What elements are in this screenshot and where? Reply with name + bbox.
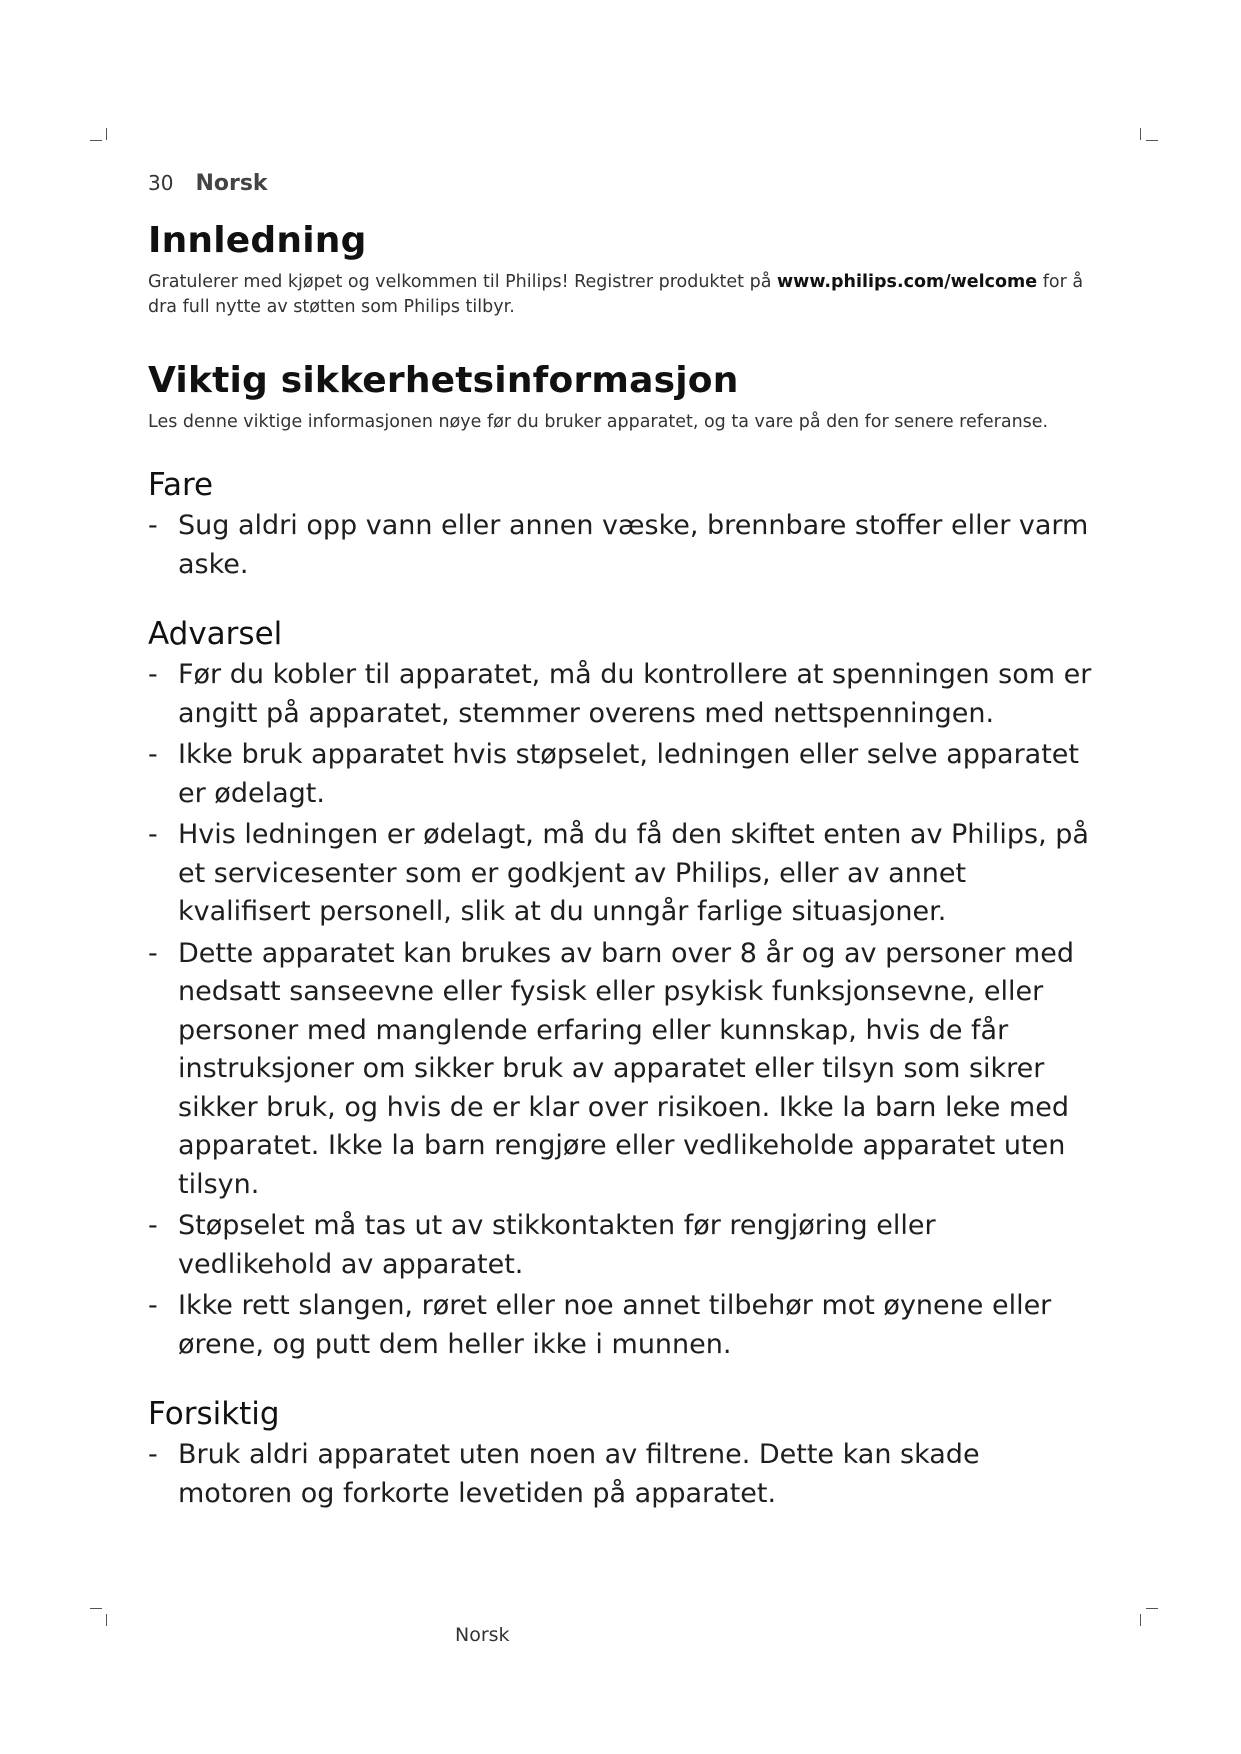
- crop-mark-top-left-h: [90, 140, 102, 141]
- page-content: [148, 218, 1098, 1516]
- bullet-dash: -: [148, 1210, 158, 1241]
- fare-item: [148, 507, 1098, 584]
- intro-text-after: for å dra full nytte av støtten som Philips tilbyr.: [148, 272, 1084, 317]
- bullet-dash: -: [148, 1439, 158, 1470]
- bullet-dash: -: [148, 1290, 158, 1321]
- crop-mark-bottom-right-h: [1146, 1608, 1158, 1609]
- advarsel-item-text: Hvis ledningen er ødelagt, må du få den skiftet enten av Philips, på et servicesenter som er godkjent av Philips, eller av annet kvalifisert personell, slik at du unngår farlige situasjoner.: [178, 819, 1089, 927]
- philips-welcome-link[interactable]: www.philips.com/welcome: [777, 272, 1038, 292]
- forsiktig-item: [148, 1436, 1098, 1513]
- crop-mark-top-right-v: [1140, 128, 1141, 140]
- page-footer: Norsk: [455, 1624, 510, 1646]
- advarsel-item-text: Før du kobler til apparatet, må du kontrollere at spenningen som er angitt på apparatet, stemmer overens med nettspenningen.: [178, 659, 1092, 729]
- page-number: 30: [148, 171, 174, 195]
- intro-text: [148, 270, 1098, 320]
- forsiktig-list: [148, 1436, 1098, 1513]
- bullet-dash: -: [148, 510, 158, 541]
- advarsel-item-text: Ikke rett slangen, røret eller noe annet tilbehør mot øynene eller ørene, og putt dem heller ikke i munnen.: [178, 1290, 1052, 1360]
- advarsel-item: [148, 816, 1098, 932]
- fare-list: [148, 507, 1098, 584]
- forsiktig-heading: Forsiktig: [148, 1396, 280, 1432]
- advarsel-heading: Advarsel: [148, 616, 283, 652]
- advarsel-item: [148, 1287, 1098, 1364]
- bullet-dash: -: [148, 937, 158, 969]
- bullet-dash: -: [148, 819, 158, 850]
- advarsel-item: [148, 1207, 1098, 1284]
- fare-heading: Fare: [148, 467, 214, 503]
- advarsel-item: [148, 935, 1098, 1205]
- advarsel-item-text: Dette apparatet kan brukes av barn over 8 år og av personer med nedsatt sanseevne eller fysisk eller psykisk funksjonsevne, eller personer med manglende erfaring eller kunnskap, hvis de får instruksjoner om sikker bruk av apparatet eller tilsyn som sikrer sikker bruk, og hvis de er klar over risikoen. Ikke la barn leke med apparatet. Ikke la barn rengjøre eller vedlikeholde apparatet uten tilsyn.: [178, 937, 1074, 1200]
- intro-text-before: Gratulerer med kjøpet og velkommen til Philips! Registrer produktet på: [148, 272, 777, 292]
- safety-text: Les denne viktige informasjonen nøye før du bruker apparatet, og ta vare på den for senere referanse.: [148, 412, 1049, 432]
- crop-mark-top-left-v: [106, 128, 107, 140]
- crop-mark-top-right-h: [1146, 140, 1158, 141]
- advarsel-item: [148, 656, 1098, 733]
- advarsel-item-text: Ikke bruk apparatet hvis støpselet, ledningen eller selve apparatet er ødelagt.: [178, 739, 1079, 809]
- bullet-dash: -: [148, 659, 158, 690]
- forsiktig-item-text: Bruk aldri apparatet uten noen av filtrene. Dette kan skade motoren og forkorte levetiden på apparatet.: [178, 1439, 980, 1509]
- advarsel-item: [148, 736, 1098, 813]
- header-language: Norsk: [195, 171, 268, 196]
- crop-mark-bottom-left-h: [90, 1608, 102, 1609]
- advarsel-item-text: Støpselet må tas ut av stikkontakten før rengjøring eller vedlikehold av apparatet.: [178, 1210, 936, 1280]
- advarsel-list: [148, 656, 1098, 1364]
- page-header: [148, 171, 268, 196]
- crop-mark-bottom-left-v: [106, 1614, 107, 1626]
- safety-title: Viktig sikkerhetsinformasjon: [148, 360, 739, 401]
- fare-item-text: Sug aldri opp vann eller annen væske, brennbare stoffer eller varm aske.: [178, 510, 1089, 580]
- intro-title: Innledning: [148, 220, 367, 261]
- bullet-dash: -: [148, 739, 158, 770]
- crop-mark-bottom-right-v: [1140, 1614, 1141, 1626]
